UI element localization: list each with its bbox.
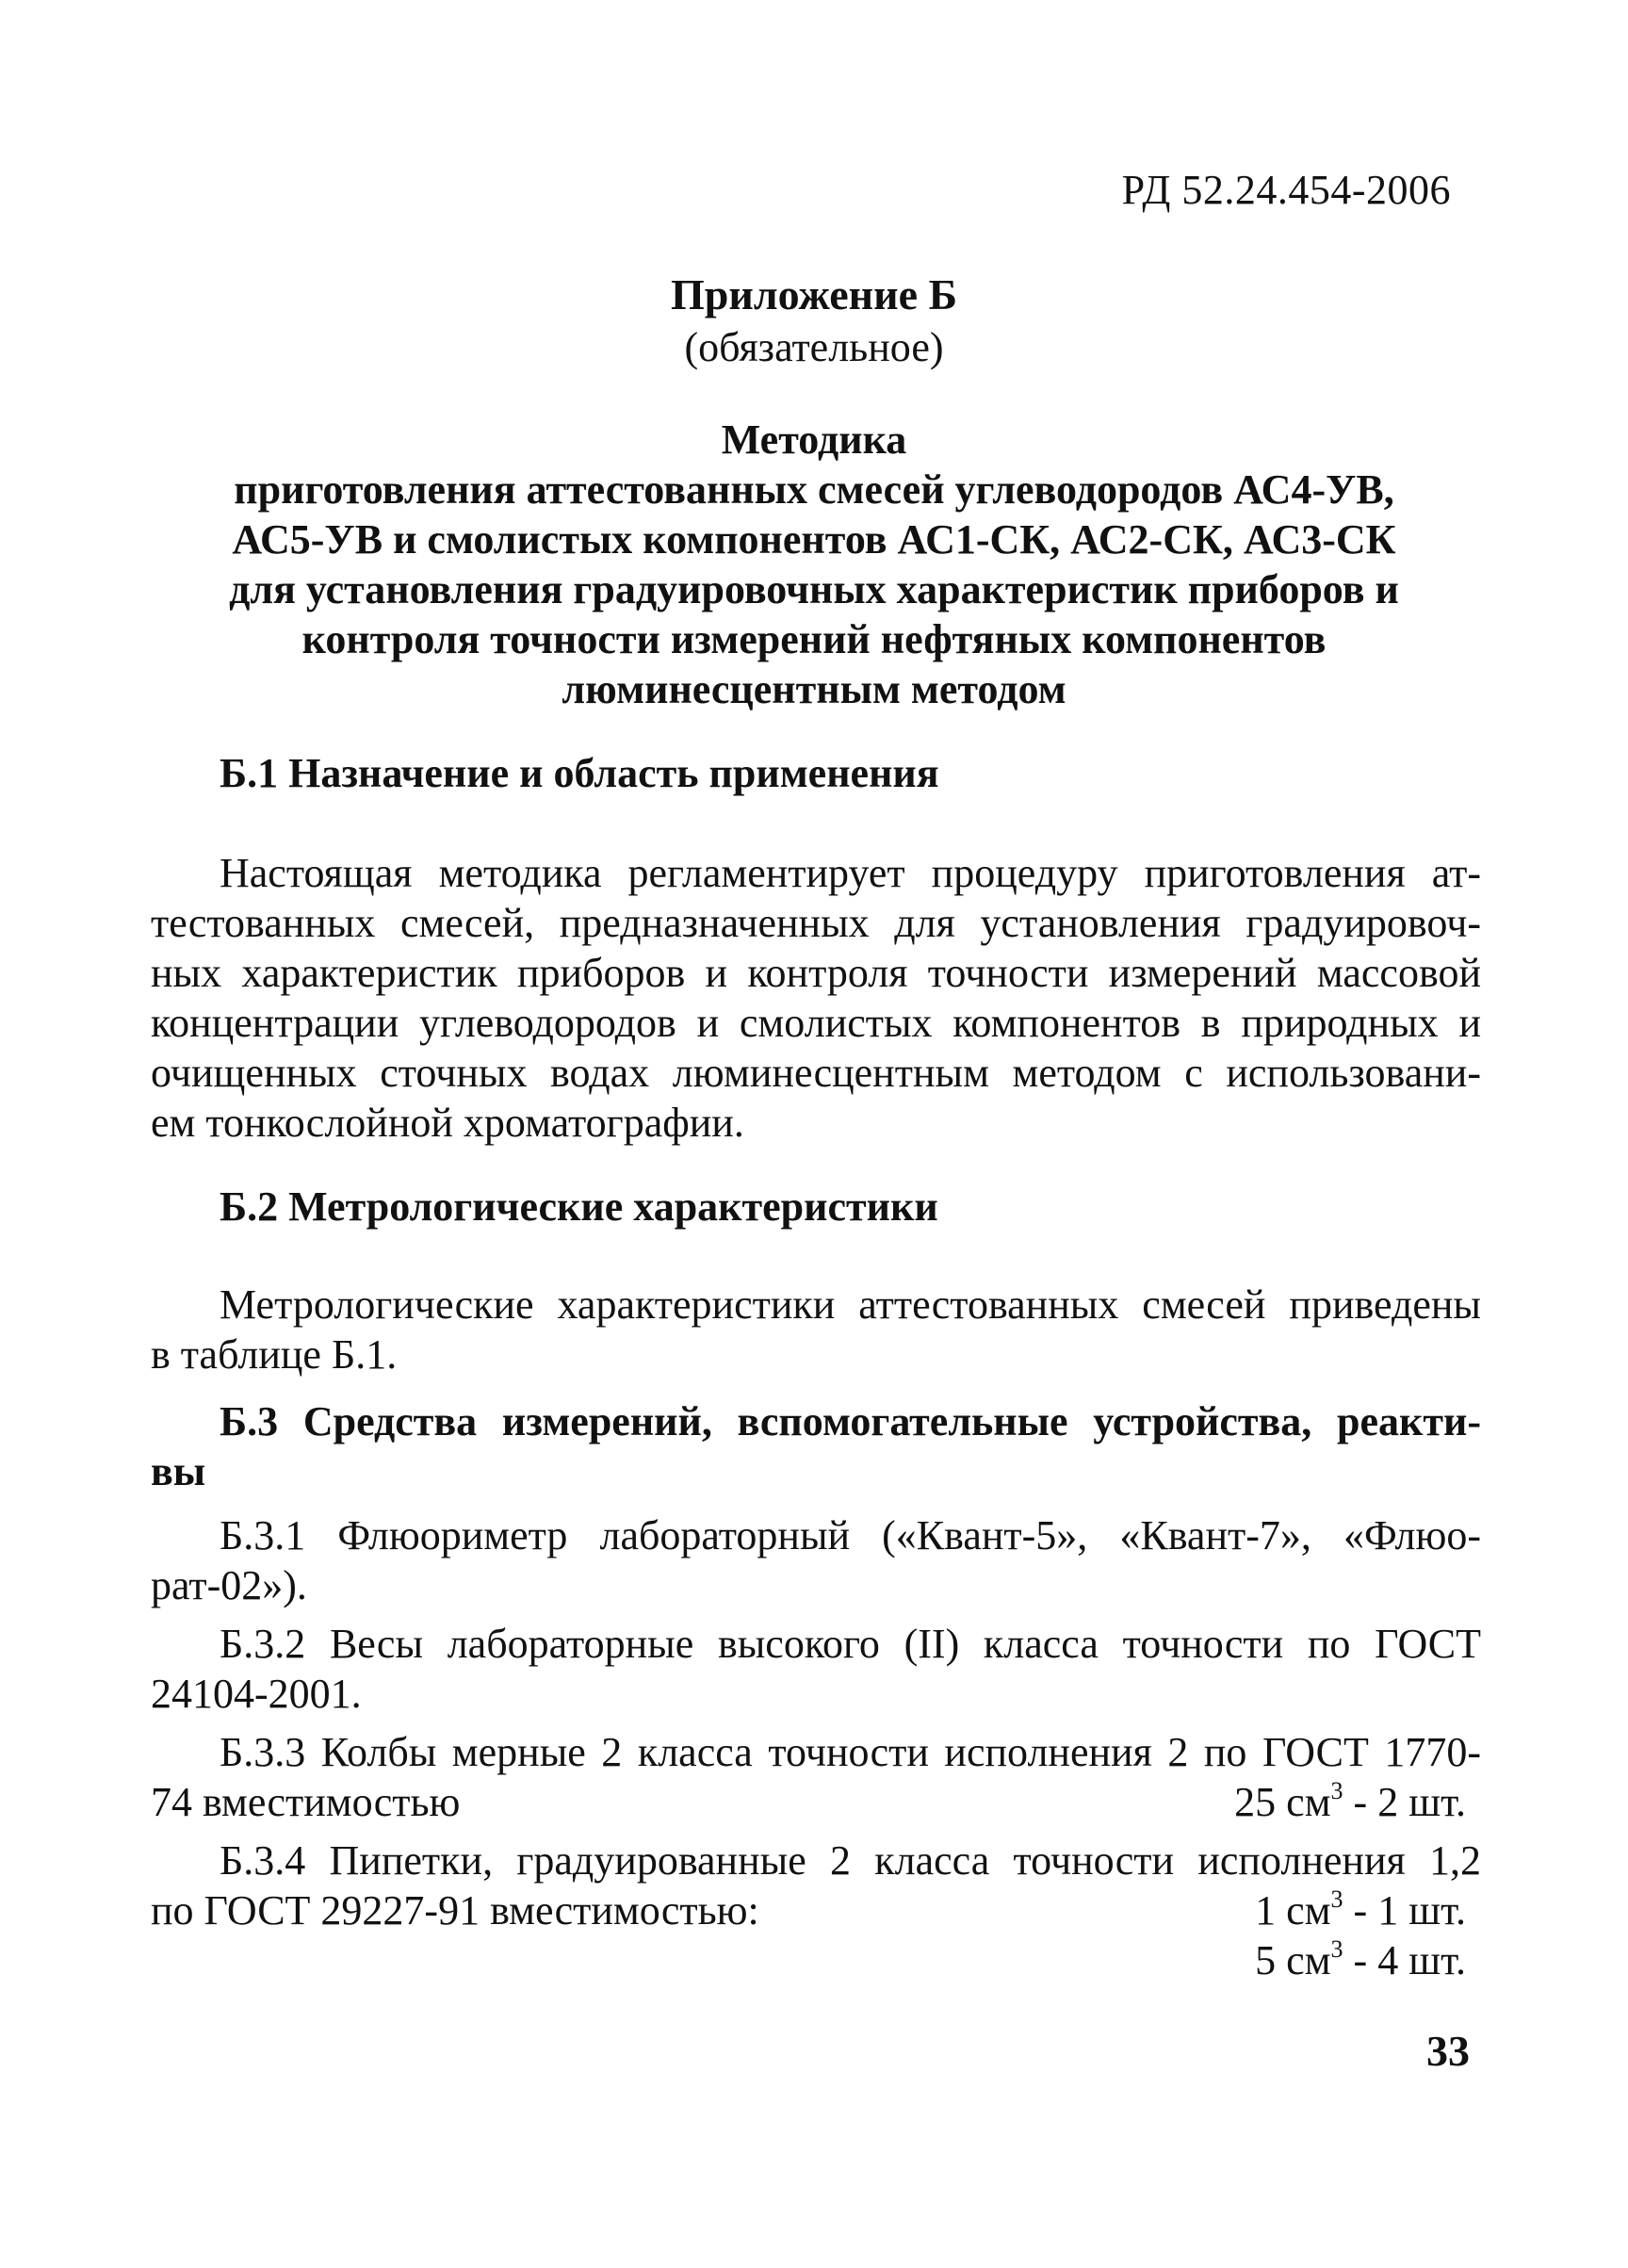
method-title-line: АС5-УВ и смолистых компонентов АС1-СК, АС2-СК, АС3-СК [232, 516, 1396, 563]
section-b1-paragraph [151, 848, 1481, 1148]
section-b2-paragraph [151, 1280, 1481, 1379]
item-b33-quantity: 25 $см^3 - 2$ шт. [1234, 1777, 1466, 1825]
method-title-line: для установления градуировочных характеристик приборов и [229, 566, 1399, 612]
item-b32-continued: 24104-2001. [151, 1671, 362, 1717]
section-b3-heading-continued: вы [151, 1448, 206, 1494]
paragraph-line: очищенных сточных водах люминесцентным методом с использовани- [151, 1050, 1481, 1096]
item-b33-continued: 74 вместимостью [151, 1779, 461, 1825]
appendix-subtitle: (обязательное) [684, 324, 944, 370]
paragraph-line: Настоящая методика регламентирует процедуру приготовления ат- [220, 850, 1481, 896]
paragraph-line: тестованных смесей, предназначенных для установления градуировоч- [151, 900, 1481, 946]
method-title-line: Методика [721, 416, 907, 463]
item-b34: Б.3.4 Пипетки, градуированные 2 класса точности исполнения 1,2 [220, 1837, 1481, 1884]
page-number: 33 [1426, 2027, 1470, 2075]
paragraph-line: Метрологические характеристики аттестованных смесей приведены [220, 1281, 1481, 1328]
section-b2-heading: Б.2 Метрологические характеристики [220, 1183, 938, 1230]
appendix-title: Приложение Б [670, 270, 958, 318]
method-title-line: приготовления аттестованных смесей углеводородов АС4-УВ, [234, 466, 1394, 513]
item-b34-continued: по ГОСТ 29227-91 вместимостью: [151, 1887, 759, 1934]
method-title [160, 415, 1468, 714]
item-b34-quantity-1: 1 $см^3 - 1$ шт. [1255, 1885, 1466, 1934]
item-b31-continued: рат-02»). [151, 1562, 307, 1608]
appendix-header [188, 269, 1440, 374]
item-b31: Б.3.1 Флюориметр лабораторный («Квант-5», «Квант-7», «Флюо- [220, 1512, 1481, 1558]
item-b34-quantity-2: 5 $см^3 - 4$ шт. [1255, 1935, 1466, 1983]
section-b1-heading: Б.1 Назначение и область применения [220, 750, 939, 796]
item-b32: Б.3.2 Весы лабораторные высокого (II) класса точности по ГОСТ [220, 1621, 1481, 1667]
item-b33: Б.3.3 Колбы мерные 2 класса точности исполнения 2 по ГОСТ 1770- [220, 1729, 1481, 1775]
paragraph-line: концентрации углеводородов и смолистых компонентов в природных и [151, 1000, 1481, 1046]
paragraph-line: ных характеристик приборов и контроля точности измерений массовой [151, 950, 1481, 996]
document-code: РД 52.24.454-2006 [1121, 167, 1451, 213]
paragraph-line: в таблице Б.1. [151, 1331, 398, 1378]
section-b3-heading: Б.3 Средства измерений, вспомогательные устройства, реакти- [220, 1398, 1481, 1444]
paragraph-line: ем тонкослойной хроматографии. [151, 1100, 744, 1146]
method-title-line: контроля точности измерений нефтяных компонентов [301, 616, 1327, 662]
method-title-line: люминесцентным методом [562, 666, 1066, 712]
